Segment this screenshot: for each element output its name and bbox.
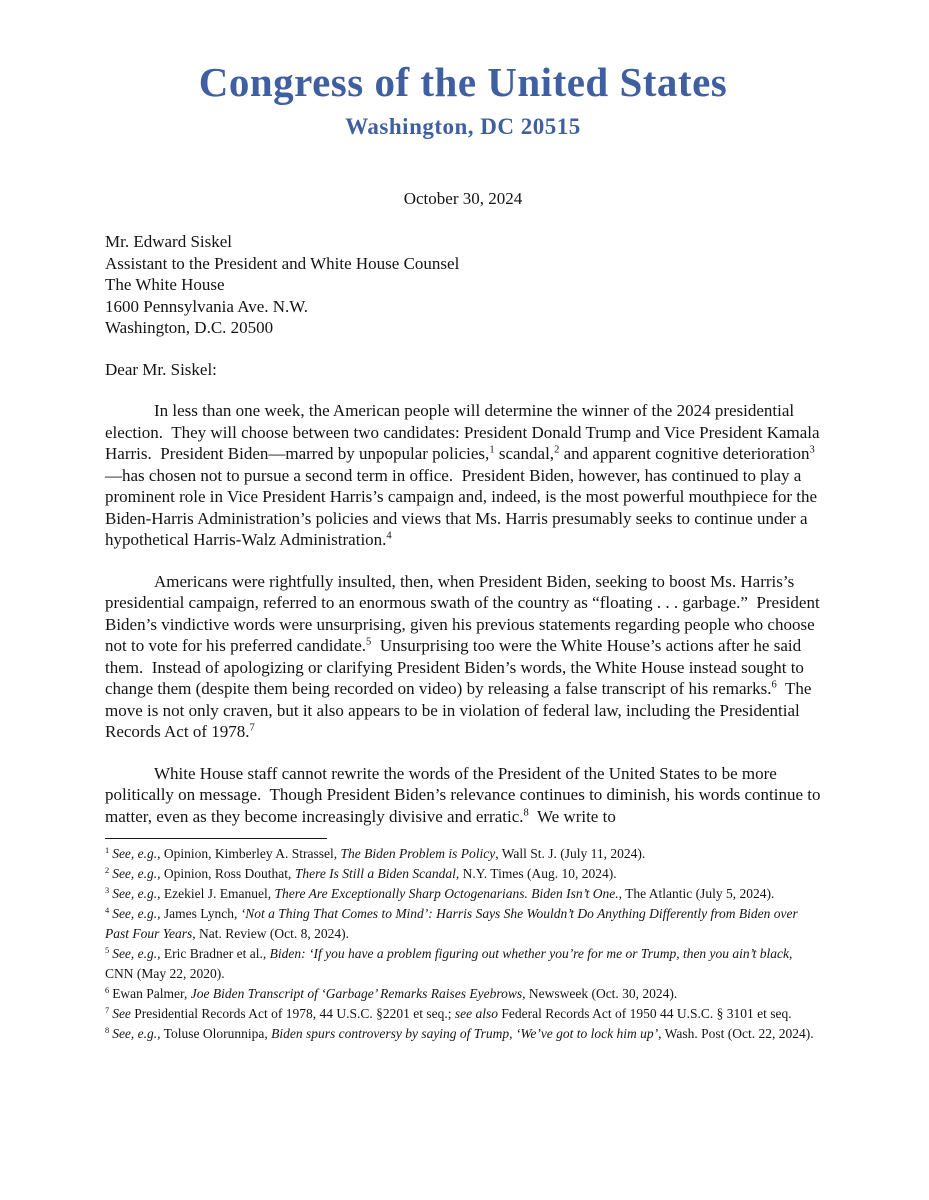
footnote-number: 4 (105, 905, 110, 915)
footnote-ref: 4 (386, 530, 392, 542)
footnote-item (105, 864, 821, 884)
text-run: Toluse Olorunnipa, (160, 1026, 272, 1042)
footnote-item (105, 904, 821, 944)
text-run: Opinion, Ross Douthat, (160, 866, 295, 882)
italic-text-run: Biden spurs controversy by saying of Trump, ‘We’ve got to lock him up’ (271, 1026, 659, 1042)
footnote-text (112, 986, 677, 1001)
text-run: , N.Y. Times (Aug. 10, 2024). (455, 866, 617, 882)
text-run: , Nat. Review (Oct. 8, 2024). (192, 926, 349, 942)
letter-date: October 30, 2024 (403, 189, 523, 209)
text-run: White House staff cannot rewrite the words of the President of the United States to be more politically on message. Though President Biden’s relevance continues to diminish, his words continue to matter, even as they become increasingly divisive and erratic. (105, 763, 825, 826)
italic-text-run: See, e.g., (112, 906, 161, 922)
italic-text-run: See, e.g., (112, 866, 161, 882)
text-run: Ezekiel J. Emanuel, (160, 886, 275, 902)
text-run: Opinion, Kimberley A. Strassel, (160, 846, 341, 862)
footnote-ref: 2 (554, 444, 560, 456)
address-line: Mr. Edward Siskel (105, 232, 233, 252)
text-run: Americans were rightfully insulted, then, when President Biden, seeking to boost Ms. Harris’s presidential campaign, referred to an enormous swath of the country as “floating . . . garbage.” President Biden’s vindictive words were unsurprising, given his previous statements regarding people who choose not to vote for his preferred candidate. (105, 571, 824, 656)
body-paragraph (105, 571, 824, 743)
address-line: 1600 Pennsylvania Ave. N.W. (105, 296, 309, 316)
footnote-ref: 1 (489, 444, 495, 456)
text-run: —has chosen not to pursue a second term in office. President Biden, however, has continued to play a prominent role in Vice President Harris’s campaign and, indeed, is the most powerful mouthpiece for the Biden-Harris Administration’s policies and views that Ms. Harris presumably seeks to continue under a hypothetical Harris-Walz Administration. (105, 465, 822, 550)
address-line: The White House (105, 275, 225, 295)
text-run: , Wash. Post (Oct. 22, 2024). (658, 1026, 814, 1042)
italic-text-run: Biden: ‘If you have a problem figuring out whether you’re for me or Trump, then you ain’t black (269, 946, 790, 962)
footnote-number: 1 (105, 845, 110, 855)
letterhead (105, 60, 821, 140)
footnotes (105, 844, 821, 1044)
footnote-ref: 7 (249, 722, 255, 734)
footnote-item (105, 984, 821, 1004)
footnote-number: 7 (105, 1005, 110, 1015)
italic-text-run: See, e.g., (112, 1026, 161, 1042)
footnote-item (105, 944, 821, 984)
text-run: Ewan Palmer, (112, 986, 191, 1002)
footnote-text (112, 1006, 791, 1021)
footnote-ref: 8 (523, 806, 529, 818)
letterhead-title: Congress of the United States (198, 59, 728, 105)
italic-text-run: Joe Biden Transcript of ‘Garbage’ Remarks Raises Eyebrows (190, 986, 523, 1002)
text-run: scandal, (494, 444, 555, 464)
footnote-item (105, 844, 821, 864)
text-run: In less than one week, the American people will determine the winner of the 2024 presidential election. They will choose between two candidates: President Donald Trump and Vice President Kamala Harris. President Biden—marred by unpopular policies, (105, 401, 824, 464)
footnote-text (112, 846, 645, 861)
footnote-ref: 6 (771, 679, 777, 691)
text-run: , CNN (May 22, 2020). (105, 946, 796, 982)
body-paragraph (105, 763, 825, 828)
text-run: James Lynch, (160, 906, 241, 922)
footnote-number: 3 (105, 885, 110, 895)
italic-text-run: See, e.g., (112, 886, 161, 902)
italic-text-run: ‘Not a Thing That Comes to Mind’: Harris Says She Wouldn’t Do Anything Differently from Biden over Past Four Years (105, 906, 802, 942)
footnote-item (105, 1024, 821, 1044)
italic-text-run: See (112, 1006, 131, 1022)
text-run: , Newsweek (Oct. 30, 2024). (522, 986, 678, 1002)
text-run: The move is not only craven, but it also appears to be in violation of federal law, including the Presidential Records Act of 1978. (105, 679, 816, 742)
footnote-number: 8 (105, 1025, 110, 1035)
text-run: , The Atlantic (July 5, 2024). (618, 886, 775, 902)
address-line: Washington, D.C. 20500 (105, 318, 274, 338)
text-run: , Wall St. J. (July 11, 2024). (495, 846, 646, 862)
footnote-number: 5 (105, 945, 110, 955)
italic-text-run: See, e.g., (112, 946, 161, 962)
footnote-ref: 5 (366, 636, 372, 648)
address-line: Assistant to the President and White House Counsel (105, 253, 460, 273)
footnote-text (112, 866, 616, 881)
text-run: Eric Bradner et al., (160, 946, 270, 962)
footnote-text (112, 886, 774, 901)
text-run: Unsurprising too were the White House’s actions after he said them. Instead of apologizing or clarifying President Biden’s words, the White House instead sought to change them (despite them being recorded on video) by releasing a false transcript of his remarks. (105, 636, 809, 699)
text-run: We write to (528, 806, 616, 826)
footnote-number: 6 (105, 985, 110, 995)
text-run: and apparent cognitive deterioration (559, 444, 810, 464)
footnote-ref: 3 (809, 444, 815, 456)
text-run: Presidential Records Act of 1978, 44 U.S.C. §2201 et seq.; (130, 1006, 455, 1022)
text-run: Federal Records Act of 1950 44 U.S.C. § 3101 et seq. (498, 1006, 792, 1022)
italic-text-run: There Is Still a Biden Scandal (294, 866, 456, 882)
footnote-item (105, 1004, 821, 1024)
italic-text-run: See, e.g., (112, 846, 161, 862)
italic-text-run: The Biden Problem is Policy (340, 846, 496, 862)
letter-body (105, 400, 825, 827)
letterhead-subtitle: Washington, DC 20515 (345, 114, 581, 140)
footnote-text (112, 1026, 813, 1041)
footnote-number: 2 (105, 865, 110, 875)
salutation: Dear Mr. Siskel: (105, 359, 217, 379)
footnote-text (105, 946, 796, 981)
body-paragraph (105, 400, 824, 551)
footnote-separator (105, 838, 327, 839)
recipient-address (105, 231, 821, 339)
italic-text-run: There Are Exceptionally Sharp Octogenarians. Biden Isn’t One. (274, 886, 619, 902)
italic-text-run: see also (454, 1006, 499, 1022)
footnote-text (105, 906, 801, 941)
footnote-item (105, 884, 821, 904)
